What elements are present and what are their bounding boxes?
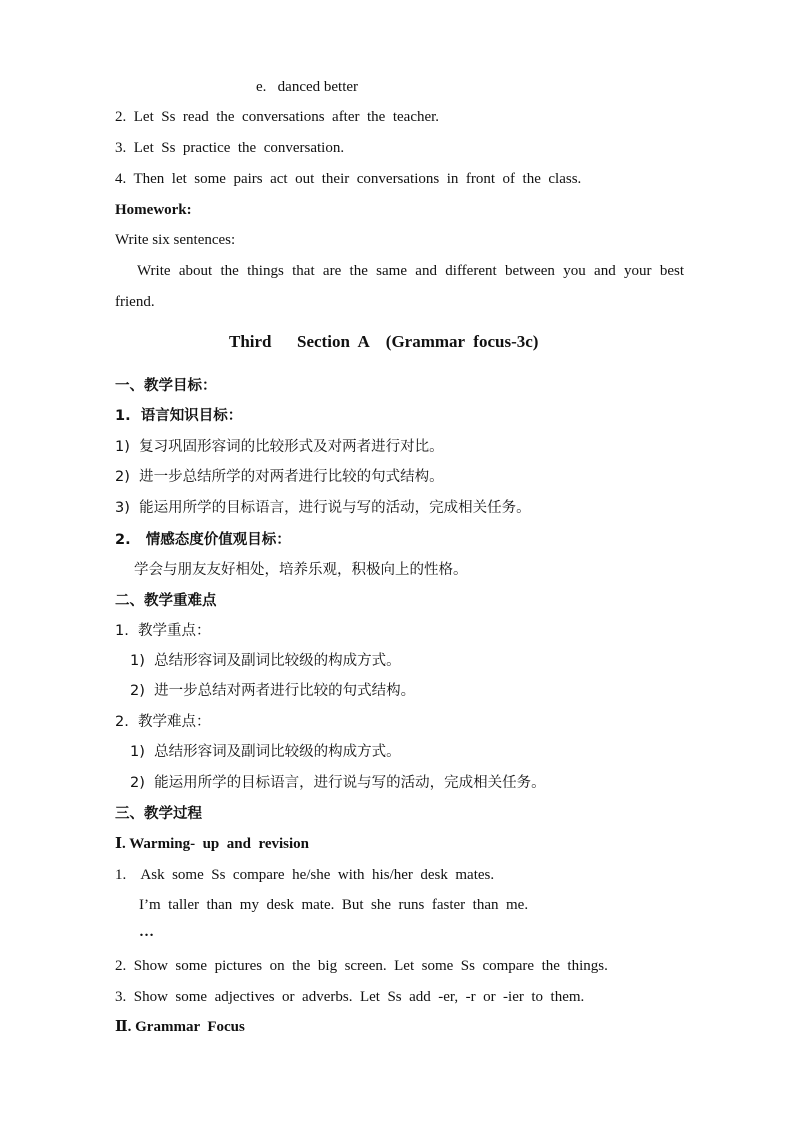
attitude-objective-text: 学会与朋友友好相处，培养乐观，积极向上的性格。 (134, 562, 468, 578)
answer-e: e. danced better (256, 79, 359, 95)
homework-task: Write six sentences: (115, 232, 236, 248)
teaching-process-heading: 三、教学过程 (115, 806, 202, 822)
key-point-1: 1) 总结形容词及副词比较级的构成方式。 (130, 653, 401, 669)
warming-up-step-3: 3. Show some adjectives or adverbs. Let Ss add -er, -r or -ier to them. (115, 989, 585, 1005)
step-2-read: 2. Let Ss read the conversations after the teacher. (115, 109, 440, 125)
objectives-heading: 一、教学目标： (115, 378, 217, 394)
grammar-focus-heading: Ⅱ. Grammar Focus (115, 1019, 245, 1035)
difficult-points-sub-heading: 2. 教学难点： (115, 714, 211, 730)
key-points-sub-heading: 1. 教学重点： (115, 623, 211, 639)
warming-up-heading: Ⅰ. Warming- up and revision (115, 836, 310, 852)
attitude-objectives-heading: 2. 情感态度价值观目标： (115, 532, 291, 548)
key-point-2: 2) 进一步总结对两者进行比较的句式结构。 (130, 683, 416, 699)
step-4-act-out: 4. Then let some pairs act out their conversations in front of the class. (115, 171, 582, 187)
homework-heading: Homework: (115, 202, 192, 218)
key-points-heading: 二、教学重难点 (115, 593, 217, 609)
knowledge-objectives-heading: 1. 语言知识目标： (115, 408, 243, 424)
knowledge-objective-2: 2) 进一步总结所学的对两者进行比较的句式结构。 (115, 469, 444, 485)
warming-up-step-2: 2. Show some pictures on the big screen. Let some Ss compare the things. (115, 958, 608, 974)
warming-up-step-1: 1. Ask some Ss compare he/she with his/her desk mates. (115, 867, 495, 883)
section-title: Third Section A (Grammar focus-3c) (229, 332, 539, 351)
knowledge-objective-1: 1) 复习巩固形容词的比较形式及对两者进行对比。 (115, 439, 444, 455)
homework-desc-line-2: friend. (115, 294, 155, 310)
knowledge-objective-3: 3) 能运用所学的目标语言，进行说与写的活动，完成相关任务。 (115, 500, 531, 516)
warming-up-example: I’m taller than my desk mate. But she runs faster than me. (139, 897, 529, 913)
difficult-point-1: 1) 总结形容词及副词比较级的构成方式。 (130, 744, 401, 760)
step-3-practice: 3. Let Ss practice the conversation. (115, 140, 345, 156)
difficult-point-2: 2) 能运用所学的目标语言，进行说与写的活动，完成相关任务。 (130, 775, 546, 791)
warming-up-ellipsis: … (139, 924, 154, 940)
homework-desc-line-1: Write about the things that are the same and different between you and your best (137, 263, 684, 279)
